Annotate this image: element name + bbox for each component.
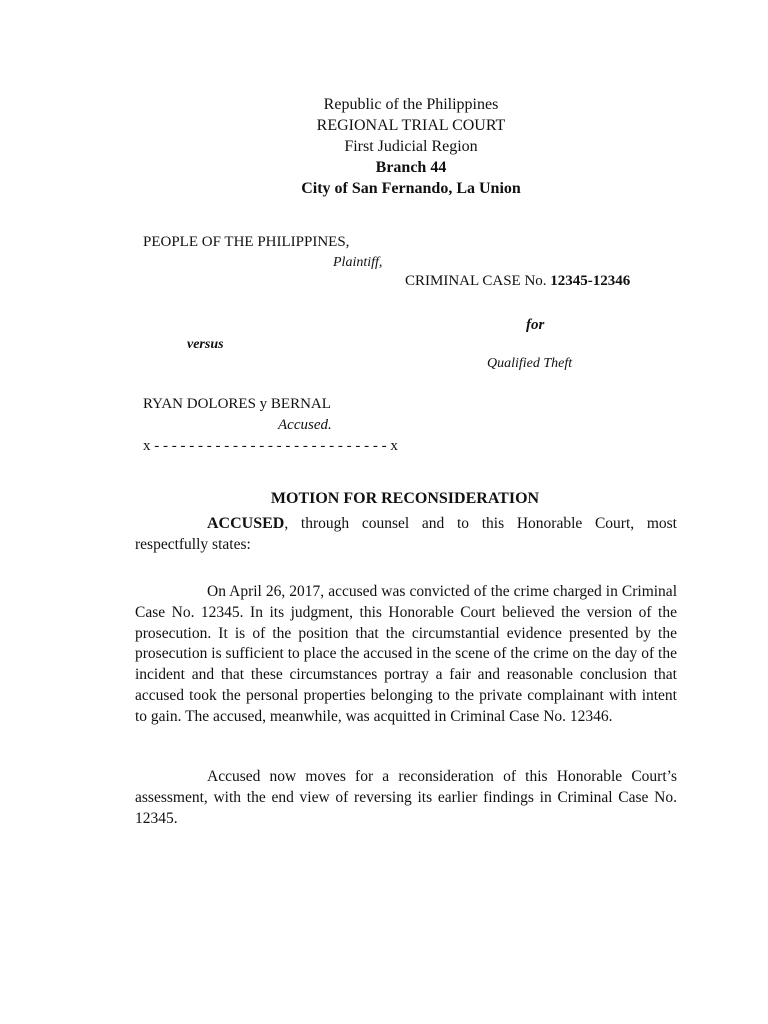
for-label: for	[526, 317, 545, 333]
paragraph-3: Accused now moves for a reconsideration of this Honorable Court’s assessment, with the end view of reversing its earlier findings in Criminal Case No. 12345.	[135, 768, 677, 827]
paragraph-1-lead: ACCUSED	[207, 515, 285, 532]
document-title: MOTION FOR RECONSIDERATION	[270, 490, 540, 507]
offense: Qualified Theft	[487, 356, 573, 371]
case-number: 12345-12346	[550, 273, 631, 289]
accused-name: RYAN DOLORES y BERNAL	[143, 396, 331, 412]
case-number-line	[405, 271, 630, 291]
header-region: First Judicial Region	[344, 138, 478, 155]
versus-label: versus	[187, 337, 224, 352]
case-label: CRIMINAL CASE No.	[405, 273, 547, 289]
header-republic: Republic of the Philippines	[323, 96, 499, 113]
plaintiff-name: PEOPLE OF THE PHILIPPINES,	[143, 234, 350, 250]
header-court: REGIONAL TRIAL COURT	[316, 117, 506, 134]
paragraph-1	[135, 514, 677, 556]
accused-role: Accused.	[278, 417, 332, 433]
plaintiff-role: Plaintiff,	[333, 255, 383, 270]
header-branch: Branch 44	[375, 159, 447, 176]
paragraph-1-rest: , through counsel and to this Honorable Court, most respectfully states:	[135, 515, 677, 553]
caption-separator: x - - - - - - - - - - - - - - - - - - - - - - - - - - - x	[143, 438, 398, 454]
header-city: City of San Fernando, La Union	[301, 180, 521, 197]
paragraph-2: On April 26, 2017, accused was convicted of the crime charged in Criminal Case No. 12345. In its judgment, this Honorable Court believed the version of the prosecution. It is of the position that the circumstantial evidence presented by the prosecution is sufficient to place the accused in the scene of the crime on the day of the incident and that these circumstances portray a fair and reasonable conclusion that accused took the personal properties belonging to the private complainant with intent to gain. The accused, meanwhile, was acquitted in Criminal Case No. 12346.	[135, 583, 677, 725]
